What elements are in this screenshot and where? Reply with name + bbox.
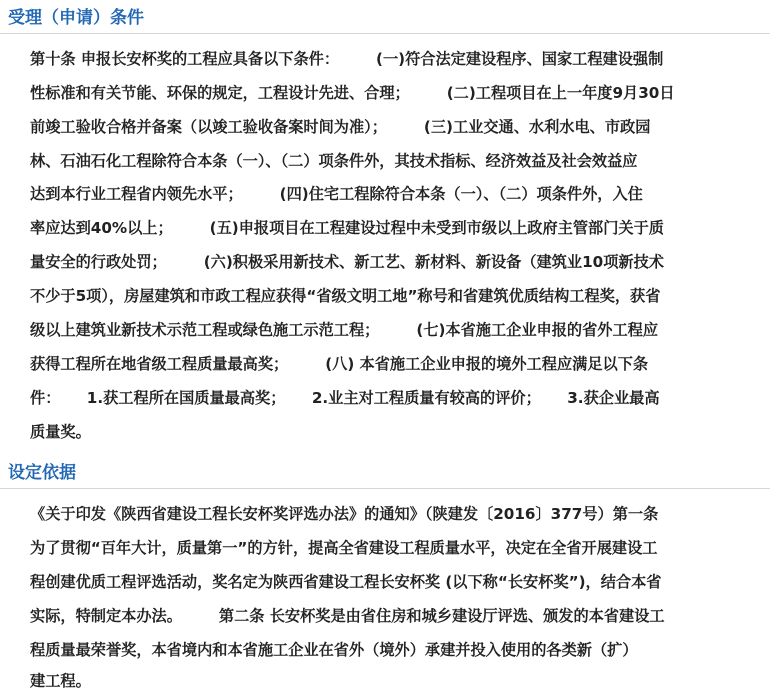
text-line: 第十条 申报长安杯奖的工程应具备以下条件： (一)符合法定建设程序、国家工程建设强制 <box>30 50 664 68</box>
heading-divider <box>0 33 770 34</box>
text-line: 量安全的行政处罚； (六)积极采用新技术、新工艺、新材料、新设备（建筑业10项新技术 <box>30 253 664 271</box>
text-line: 建工程。 <box>30 672 91 690</box>
text-line: 前竣工验收合格并备案（以竣工验收备案时间为准）； (三)工业交通、水利水电、市政园 <box>30 118 651 136</box>
text-line: 性标准和有关节能、环保的规定，工程设计先进、合理； (二)工程项目在上一年度9月30日 <box>30 84 675 102</box>
text-line: 程质量最荣誉奖，本省境内和本省施工企业在省外（境外）承建并投入使用的各类新（扩） <box>30 641 638 659</box>
section-heading-conditions: 受理（申请）条件 <box>8 8 144 28</box>
section-heading-basis: 设定依据 <box>8 463 76 483</box>
text-line: 质量奖。 <box>30 423 91 441</box>
text-line: 达到本行业工程省内领先水平； (四)住宅工程除符合本条（一）、（二）项条件外，入住 <box>30 185 643 203</box>
text-line: 级以上建筑业新技术示范工程或绿色施工示范工程； (七)本省施工企业申报的省外工程应 <box>30 321 659 339</box>
text-line: 实际，特制定本办法。 第二条 长安杯奖是由省住房和城乡建设厅评选、颁发的本省建设工 <box>30 607 665 625</box>
text-line: 为了贯彻“百年大计，质量第一”的方针，提高全省建设工程质量水平，决定在全省开展建设工 <box>30 539 658 557</box>
heading-divider <box>0 488 770 489</box>
text-line: 率应达到40%以上； (五)申报项目在工程建设过程中未受到市级以上政府主管部门关于质 <box>30 219 664 237</box>
text-line: 不少于5项），房屋建筑和市政工程应获得“省级文明工地”称号和省建筑优质结构工程奖，获省 <box>30 287 661 305</box>
text-line: 程创建优质工程评选活动，奖名定为陕西省建设工程长安杯奖 (以下称“长安杯奖”)，结合本省 <box>30 573 662 591</box>
text-line: 件： 1.获工程所在国质量最高奖； 2.业主对工程质量有较高的评价； 3.获企业最高 <box>30 389 660 407</box>
text-line: 林、石油石化工程除符合本条（一）、（二）项条件外，其技术指标、经济效益及社会效益应 <box>30 152 638 170</box>
text-line: 获得工程所在地省级工程质量最高奖； (八) 本省施工企业申报的境外工程应满足以下条 <box>30 355 649 373</box>
text-line: 《关于印发《陕西省建设工程长安杯奖评选办法》的通知》（陕建发〔2016〕377号）第一条 <box>30 505 659 523</box>
